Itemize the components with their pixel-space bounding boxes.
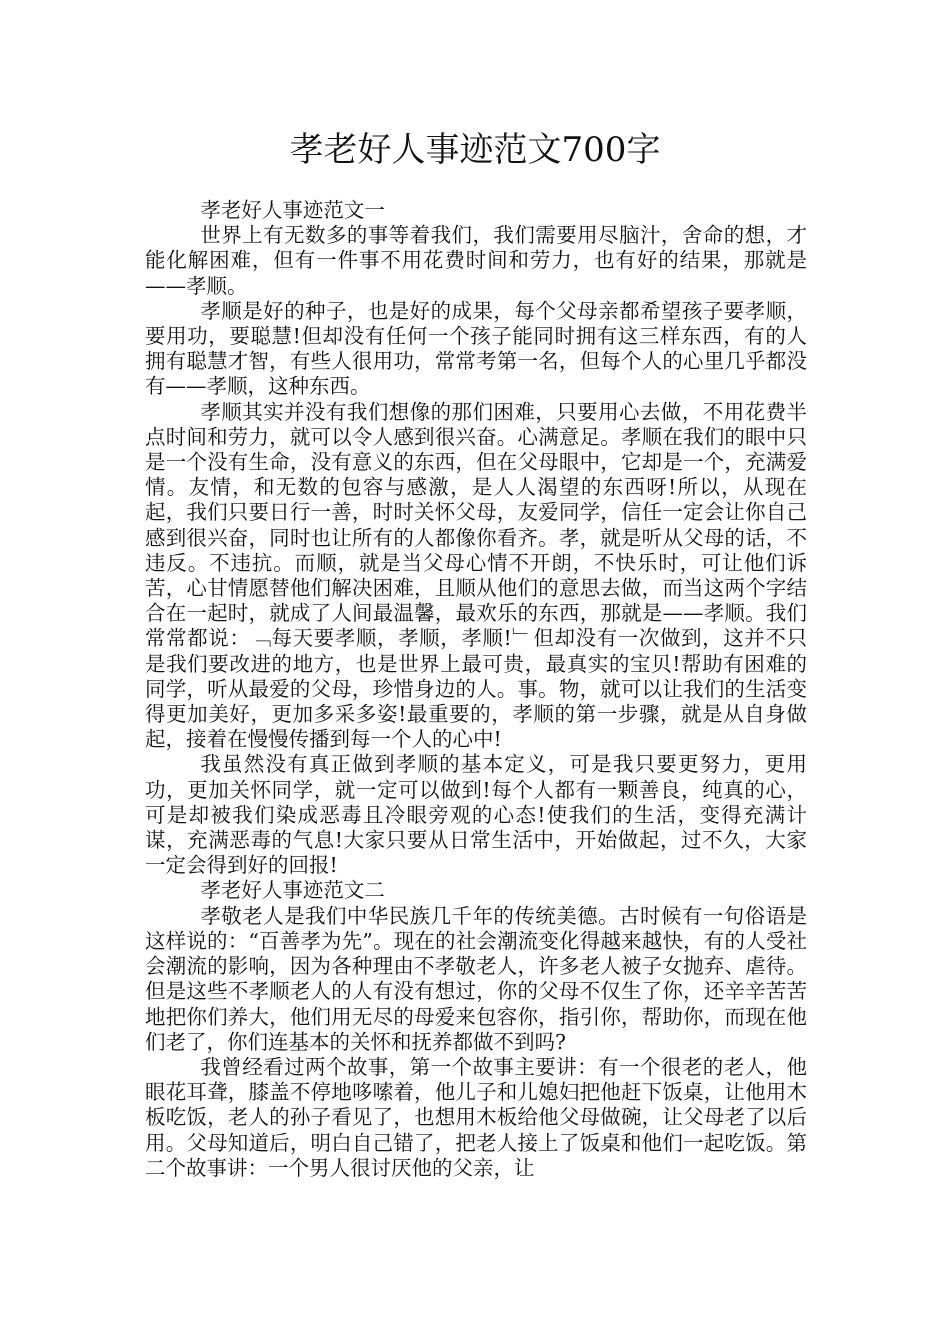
paragraph: 我虽然没有真正做到孝顺的基本定义，可是我只要更努力，更用功，更加关怀同学，就一定可以做到!每个人都有一颗善良，纯真的心，可是却被我们染成恶毒且冷眼旁观的心态!使我们的生活，变得充满计谋，充满恶毒的气息!大家只要从日常生活中，开始做起，过不久，大家一定会得到好的回报! [145,752,807,878]
document-title: 孝老好人事迹范文700字 [289,130,661,170]
section-heading-1: 孝老好人事迹范文一 [200,198,385,222]
paragraph: 孝敬老人是我们中华民族几千年的传统美德。古时候有一句俗语是这样说的：“百善孝为先”。现在的社会潮流变化得越来越快，有的人受社会潮流的影响，因为各种理由不孝敬老人，许多老人被子女抛弃、虐待。但是这些不孝顺老人的人有没有想过，你的父母不仅生了你，还辛辛苦苦地把你们养大，他们用无尽的母爱来包容你，指引你，帮助你，而现在他们老了，你们连基本的关怀和抚养都做不到吗? [145,903,807,1054]
paragraph: 孝顺是好的种子，也是好的成果，每个父母亲都希望孩子要孝顺，要用功，要聪慧!但却没有任何一个孩子能同时拥有这三样东西，有的人拥有聪慧才智，有些人很用功，常常考第一名，但每个人的心里几乎都没有——孝顺，这种东西。 [145,298,807,399]
document-body [145,198,807,1181]
paragraph: 孝顺其实并没有我们想像的那们困难，只要用心去做，不用花费半点时间和劳力，就可以令人感到很兴奋。心满意足。孝顺在我们的眼中只是一个没有生命，没有意义的东西，但在父母眼中，它却是一个，充满爱情。友情，和无数的包容与感激，是人人渴望的东西呀!所以，从现在起，我们只要日行一善，时时关怀父母，友爱同学，信任一定会让你自己感到很兴奋，同时也让所有的人都像你看齐。孝，就是听从父母的话，不违反。不违抗。而顺，就是当父母心情不开朗，不快乐时，可让他们诉苦，心甘情愿替他们解决困难，且顺从他们的意思去做，而当这两个字结合在一起时，就成了人间最温馨，最欢乐的东西，那就是——孝顺。我们常常都说：﹁每天要孝顺，孝顺，孝顺!﹂但却没有一次做到，这并不只是我们要改进的地方，也是世界上最可贵，最真实的宝贝!帮助有困难的同学，听从最爱的父母，珍惜身边的人。事。物，就可以让我们的生活变得更加美好，更加多采多姿!最重要的，孝顺的第一步骤，就是从自身做起，接着在慢慢传播到每一个人的心中! [145,399,807,752]
paragraph: 世界上有无数多的事等着我们，我们需要用尽脑汁，舍命的想，才能化解困难，但有一件事不用花费时间和劳力，也有好的结果，那就是——孝顺。 [145,223,807,298]
section-heading-2: 孝老好人事迹范文二 [200,878,385,903]
paragraph: 我曾经看过两个故事，第一个故事主要讲：有一个很老的老人，他眼花耳聋，膝盖不停地哆嗦着，他儿子和儿媳妇把他赶下饭桌，让他用木板吃饭，老人的孙子看见了，也想用木板给他父母做碗，让父母老了以后用。父母知道后，明白自己错了，把老人接上了饭桌和他们一起吃饭。第二个故事讲：一个男人很讨厌他的父亲，让 [145,1054,807,1180]
